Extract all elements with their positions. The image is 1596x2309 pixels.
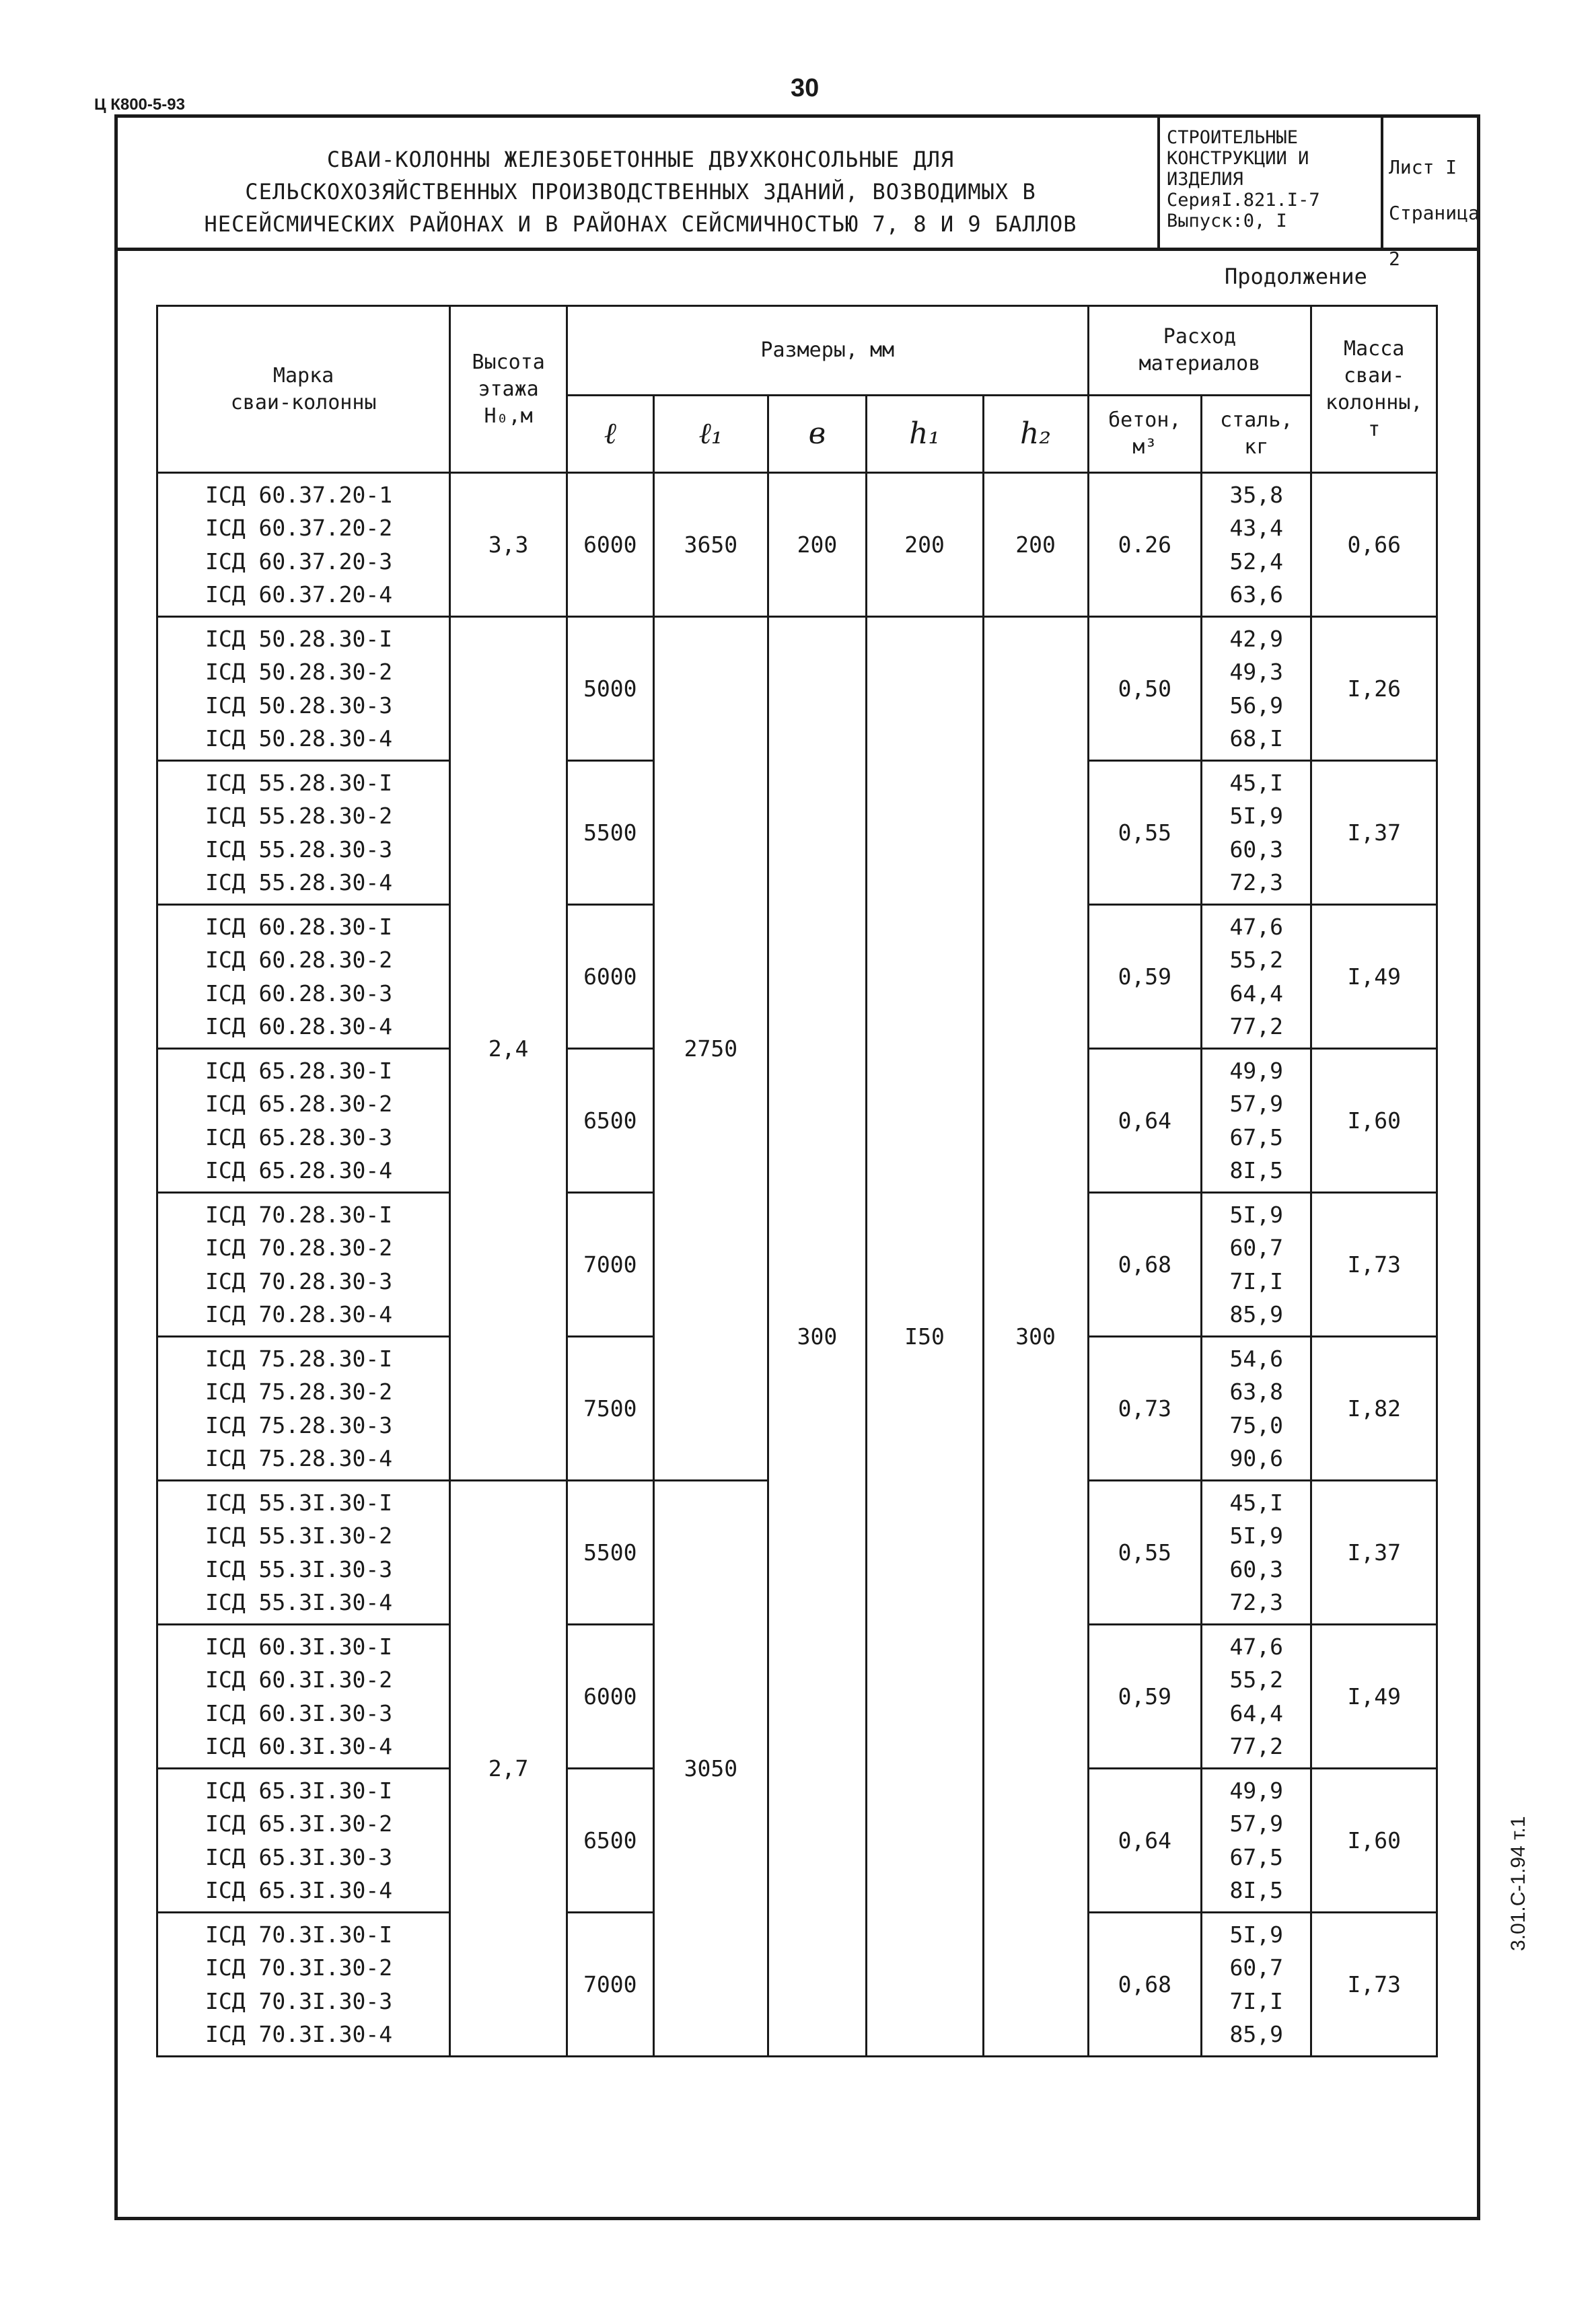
h1-cell: I50	[866, 617, 983, 2057]
mass-cell: I,49	[1311, 905, 1437, 1049]
steel-line: 60,7	[1229, 1235, 1283, 1261]
mark-line: IСД 70.3I.30-3	[205, 1987, 393, 2014]
b-cell: 300	[768, 617, 866, 2057]
steel-line: 49,9	[1229, 1057, 1283, 1084]
mark-line: IСД 65.28.30-I	[205, 1057, 393, 1084]
mark-line: IСД 55.3I.30-2	[205, 1523, 393, 1549]
length-cell: 7000	[567, 1913, 654, 2057]
mark-cell	[157, 473, 450, 617]
mark-line: IСД 70.28.30-2	[205, 1235, 393, 1261]
mark-line: IСД 55.28.30-4	[205, 869, 393, 895]
mass-cell: I,82	[1311, 1337, 1437, 1481]
l1-cell: 3650	[653, 473, 768, 617]
mark-line: IСД 55.28.30-I	[205, 769, 393, 796]
table-row	[157, 473, 1437, 617]
steel-cell	[1202, 617, 1311, 761]
length-cell: 6500	[567, 1769, 654, 1913]
length-cell: 5000	[567, 617, 654, 761]
concrete-cell: 0,50	[1088, 617, 1202, 761]
steel-cell	[1202, 905, 1311, 1049]
header-h1: h₁	[866, 396, 983, 473]
l1-cell: 3050	[653, 1481, 768, 2057]
header-h2: h₂	[983, 396, 1088, 473]
floor-height-cell: 2,7	[450, 1481, 567, 2057]
mark-line: IСД 65.28.30-2	[205, 1091, 393, 1117]
mark-line: IСД 70.3I.30-2	[205, 1954, 393, 1981]
length-cell: 6000	[567, 905, 654, 1049]
header-dimensions: Размеры, мм	[567, 306, 1088, 396]
steel-line: 56,9	[1229, 692, 1283, 719]
mark-line: IСД 60.28.30-4	[205, 1013, 393, 1039]
header-concrete: бетон, м³	[1088, 396, 1202, 473]
mark-line: IСД 50.28.30-I	[205, 625, 393, 652]
steel-line: 47,6	[1229, 1633, 1283, 1660]
mark-line: IСД 50.28.30-3	[205, 692, 393, 719]
concrete-cell: 0.26	[1088, 473, 1202, 617]
mark-line: IСД 60.3I.30-3	[205, 1699, 393, 1726]
steel-line: 8I,5	[1229, 1877, 1283, 1903]
mark-line: IСД 65.3I.30-4	[205, 1877, 393, 1903]
header-l: ℓ	[567, 396, 654, 473]
steel-line: 90,6	[1229, 1445, 1283, 1471]
header-l1: ℓ₁	[653, 396, 768, 473]
mark-line: IСД 60.37.20-2	[205, 515, 393, 541]
mark-cell	[157, 617, 450, 761]
steel-cell	[1202, 1049, 1311, 1193]
mark-line: IСД 70.28.30-4	[205, 1301, 393, 1327]
length-cell: 6500	[567, 1049, 654, 1193]
mark-line: IСД 55.28.30-2	[205, 803, 393, 829]
length-cell: 7500	[567, 1337, 654, 1481]
mark-line: IСД 75.28.30-I	[205, 1345, 393, 1372]
steel-cell	[1202, 1481, 1311, 1625]
header-mark: Марка сваи-колонны	[157, 306, 450, 473]
mass-cell: I,37	[1311, 761, 1437, 905]
steel-line: 55,2	[1229, 1666, 1283, 1693]
concrete-cell: 0,64	[1088, 1769, 1202, 1913]
mark-line: IСД 60.3I.30-4	[205, 1733, 393, 1759]
mark-line: IСД 70.28.30-I	[205, 1201, 393, 1228]
steel-line: 43,4	[1229, 515, 1283, 541]
steel-line: 49,3	[1229, 659, 1283, 685]
mark-line: IСД 60.3I.30-I	[205, 1633, 393, 1660]
mark-line: IСД 55.3I.30-I	[205, 1489, 393, 1516]
mark-line: IСД 65.3I.30-I	[205, 1777, 393, 1804]
steel-cell	[1202, 473, 1311, 617]
steel-line: 77,2	[1229, 1733, 1283, 1759]
steel-line: 67,5	[1229, 1124, 1283, 1150]
steel-line: 77,2	[1229, 1013, 1283, 1039]
steel-line: 57,9	[1229, 1091, 1283, 1117]
pile-column-spec-table	[156, 305, 1438, 2057]
mark-cell	[157, 761, 450, 905]
steel-line: 57,9	[1229, 1810, 1283, 1837]
mark-line: IСД 65.3I.30-3	[205, 1843, 393, 1870]
length-cell: 5500	[567, 761, 654, 905]
steel-line: 60,3	[1229, 1555, 1283, 1582]
mark-line: IСД 75.28.30-2	[205, 1379, 393, 1405]
mark-cell	[157, 905, 450, 1049]
concrete-cell: 0,64	[1088, 1049, 1202, 1193]
steel-line: 64,4	[1229, 1699, 1283, 1726]
mark-line: IСД 60.37.20-3	[205, 548, 393, 575]
steel-line: 5I,9	[1229, 1201, 1283, 1228]
steel-line: 63,8	[1229, 1379, 1283, 1405]
mark-line: IСД 50.28.30-2	[205, 659, 393, 685]
steel-line: 85,9	[1229, 2021, 1283, 2047]
header-materials: Расход материалов	[1088, 306, 1311, 396]
steel-line: 67,5	[1229, 1843, 1283, 1870]
header-floor-height: Высота этажа Н₀,м	[450, 306, 567, 473]
mark-line: IСД 55.3I.30-3	[205, 1555, 393, 1582]
steel-line: 7I,I	[1229, 1987, 1283, 2014]
concrete-cell: 0,68	[1088, 1913, 1202, 2057]
document-code: Ц К800-5-93	[94, 96, 185, 114]
steel-line: 8I,5	[1229, 1157, 1283, 1183]
length-cell: 6000	[567, 1625, 654, 1769]
title-block	[118, 118, 1480, 270]
steel-line: 64,4	[1229, 980, 1283, 1006]
mark-line: IСД 60.28.30-I	[205, 913, 393, 940]
mark-line: IСД 75.28.30-3	[205, 1412, 393, 1438]
steel-line: 60,7	[1229, 1954, 1283, 1981]
concrete-cell: 0,73	[1088, 1337, 1202, 1481]
mark-cell	[157, 1913, 450, 2057]
steel-line: 52,4	[1229, 548, 1283, 575]
mark-line: IСД 60.28.30-3	[205, 980, 393, 1006]
mark-line: IСД 60.37.20-4	[205, 581, 393, 608]
h1-cell: 200	[866, 473, 983, 617]
h2-cell: 200	[983, 473, 1088, 617]
steel-cell	[1202, 1625, 1311, 1769]
mass-cell: I,26	[1311, 617, 1437, 761]
header-steel: сталь, кг	[1202, 396, 1311, 473]
steel-cell	[1202, 1193, 1311, 1337]
mark-cell	[157, 1337, 450, 1481]
mass-cell: I,37	[1311, 1481, 1437, 1625]
mark-line: IСД 60.37.20-1	[205, 481, 393, 508]
header-b: в	[768, 396, 866, 473]
length-cell: 7000	[567, 1193, 654, 1337]
steel-line: 45,I	[1229, 769, 1283, 796]
l1-cell: 2750	[653, 617, 768, 1481]
steel-line: 7I,I	[1229, 1268, 1283, 1294]
continuation-label: Продолжение	[1225, 264, 1367, 289]
mark-cell	[157, 1625, 450, 1769]
mark-cell	[157, 1049, 450, 1193]
floor-height-cell: 3,3	[450, 473, 567, 617]
steel-line: 5I,9	[1229, 803, 1283, 829]
steel-line: 42,9	[1229, 625, 1283, 652]
b-cell: 200	[768, 473, 866, 617]
steel-line: 68,I	[1229, 725, 1283, 752]
steel-line: 35,8	[1229, 481, 1283, 508]
mark-line: IСД 65.3I.30-2	[205, 1810, 393, 1837]
steel-line: 49,9	[1229, 1777, 1283, 1804]
steel-cell	[1202, 1913, 1311, 2057]
steel-line: 72,3	[1229, 1589, 1283, 1615]
steel-line: 85,9	[1229, 1301, 1283, 1327]
steel-cell	[1202, 1769, 1311, 1913]
steel-line: 54,6	[1229, 1345, 1283, 1372]
mark-line: IСД 70.28.30-3	[205, 1268, 393, 1294]
concrete-cell: 0,59	[1088, 1625, 1202, 1769]
mark-line: IСД 65.28.30-3	[205, 1124, 393, 1150]
mark-line: IСД 70.3I.30-I	[205, 1921, 393, 1948]
steel-line: 75,0	[1229, 1412, 1283, 1438]
mark-line: IСД 55.3I.30-4	[205, 1589, 393, 1615]
mark-line: IСД 55.28.30-3	[205, 836, 393, 863]
mark-cell	[157, 1193, 450, 1337]
steel-cell	[1202, 1337, 1311, 1481]
mass-cell: 0,66	[1311, 473, 1437, 617]
mark-line: IСД 50.28.30-4	[205, 725, 393, 752]
mark-line: IСД 60.3I.30-2	[205, 1666, 393, 1693]
concrete-cell: 0,59	[1088, 905, 1202, 1049]
mark-line: IСД 60.28.30-2	[205, 947, 393, 973]
mass-cell: I,73	[1311, 1193, 1437, 1337]
steel-cell	[1202, 761, 1311, 905]
length-cell: 6000	[567, 473, 654, 617]
mass-cell: I,73	[1311, 1913, 1437, 2057]
steel-line: 5I,9	[1229, 1523, 1283, 1549]
steel-line: 5I,9	[1229, 1921, 1283, 1948]
mark-line: IСД 75.28.30-4	[205, 1445, 393, 1471]
steel-line: 47,6	[1229, 913, 1283, 940]
h2-cell: 300	[983, 617, 1088, 2057]
steel-line: 55,2	[1229, 947, 1283, 973]
steel-line: 63,6	[1229, 581, 1283, 608]
steel-line: 72,3	[1229, 869, 1283, 895]
page-number: 30	[791, 74, 820, 102]
concrete-cell: 0,68	[1088, 1193, 1202, 1337]
header-mass: Масса сваи- колонны, т	[1311, 306, 1437, 473]
steel-line: 45,I	[1229, 1489, 1283, 1516]
series-info: СТРОИТЕЛЬНЫЕ КОНСТРУКЦИИ И ИЗДЕЛИЯ СерияI.821.I-7 Выпуск:0, I	[1157, 118, 1383, 248]
mark-cell	[157, 1481, 450, 1625]
mark-line: IСД 70.3I.30-4	[205, 2021, 393, 2047]
document-title: СВАИ-КОЛОННЫ ЖЕЛЕЗОБЕТОННЫЕ ДВУХКОНСОЛЬНЫЕ ДЛЯ СЕЛЬСКОХОЗЯЙСТВЕННЫХ ПРОИЗВОДСТВЕННЫХ ЗДАНИЙ, ВОЗВОДИМЫХ В НЕСЕЙСМИЧЕСКИХ РАЙОНАХ И В РАЙОНАХ СЕЙСМИЧНОСТЬЮ 7, 8 И 9 БАЛЛОВ	[204, 147, 1077, 237]
mark-line: IСД 65.28.30-4	[205, 1157, 393, 1183]
concrete-cell: 0,55	[1088, 1481, 1202, 1625]
floor-height-cell: 2,4	[450, 617, 567, 1481]
length-cell: 5500	[567, 1481, 654, 1625]
mass-cell: I,49	[1311, 1625, 1437, 1769]
catalog-stamp: 3.01.С-1.94 т.1	[1507, 1816, 1529, 1951]
concrete-cell: 0,55	[1088, 761, 1202, 905]
mass-cell: I,60	[1311, 1769, 1437, 1913]
steel-line: 60,3	[1229, 836, 1283, 863]
mass-cell: I,60	[1311, 1049, 1437, 1193]
table-row	[157, 617, 1437, 761]
sheet-info: Лист I Страница 2	[1389, 156, 1480, 270]
mark-cell	[157, 1769, 450, 1913]
